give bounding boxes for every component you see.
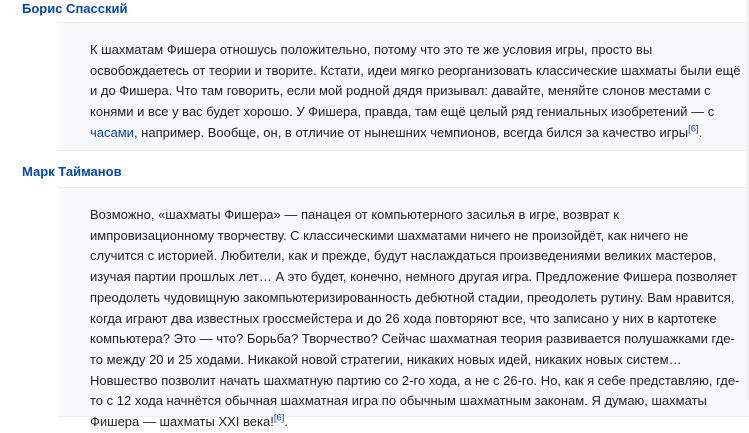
quote-text-spassky: [90, 40, 743, 144]
quote-end: .: [698, 124, 703, 140]
quote-text-taimanov: [90, 205, 743, 433]
clock-link[interactable]: часами: [90, 124, 134, 140]
quote-end: .: [284, 414, 288, 430]
quote-text-part: Возможно, «шахматы Фишера» — панацея от компьютерного засилья в игре, возврат к импровизационному творчеству. С классическими шахматами ничего не произойдёт, как ничего не случится с историей. Любители, как и прежде, будут наслаждаться произведениями великих мастеров, изучая партии прошлых лет… А это будет, конечно, немного другая игра. Предложение Фишера позволяет преодолеть чудовищную закомпьютеризированность дебютной стадии, преодолеть рутину. Вам нравится, когда играют два известных гроссмейстера и до 26 хода повторяют все, что записано у них в картотеке компьютера? Это — что? Борьба? Творчество? Сейчас шахматная теория развивается полушажками где-то между 20 и 25 ходами. Никакой новой стратегии, никаких новых идей, никаких новых систем… Новшество позволит начать шахматную партию со 2-го хода, а не с 26-го. Но, как я себе представляю, где-то с 12 хода начнётся обычная шахматная игра по обычным шахматным законам. Я думаю, шахматы Фишера — шахматы XXI века!: [90, 207, 740, 430]
quote-text-part: К шахматам Фишера отношусь положительно, потому что это те же условия игры, просто вы освобождаетесь от теории и творите. Кстати, идеи мягко реорганизовать классические шахматы были ещё и до Фишера. Что там говорить, если мой родной дядя призывал: давайте, меняйте слонов местами с конями и все у вас будет хорошо. У Фишера, правда, там ещё целый ряд гениальных изобретений — с: [90, 42, 741, 120]
section-heading-spassky: Борис Спасский: [22, 1, 128, 16]
footnote-link[interactable]: [6]: [688, 123, 699, 135]
section-heading-taimanov: Марк Тайманов: [22, 164, 122, 179]
quote-text-part: , например. Вообще, он, в отличие от нынешних чемпионов, всегда бился за качество игры: [133, 124, 689, 140]
footnote-link[interactable]: [6]: [273, 412, 285, 424]
